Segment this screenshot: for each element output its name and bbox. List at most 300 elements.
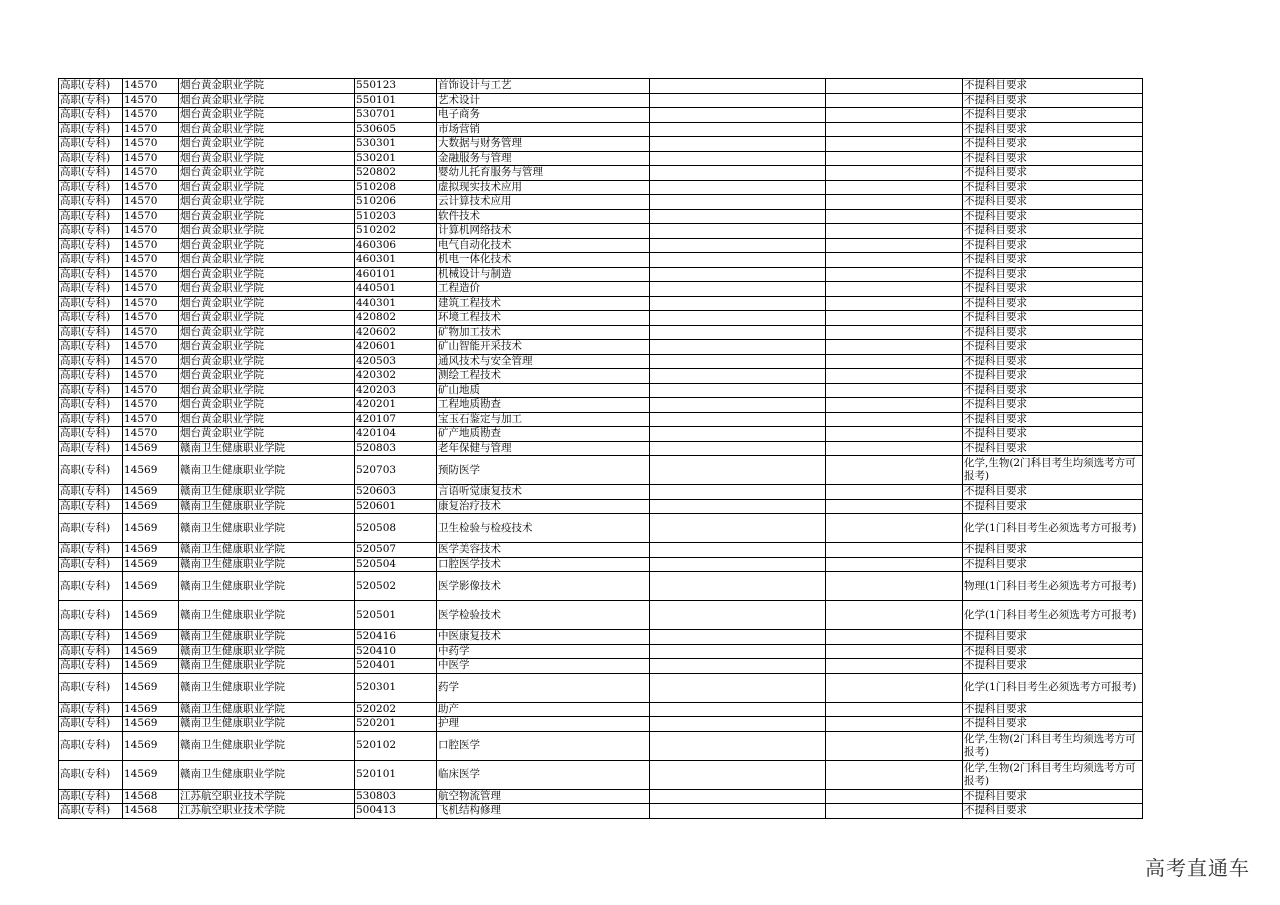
school-code-cell: 14570 [123,122,179,137]
level-cell: 高职(专科) [59,296,123,311]
major-code-cell: 520401 [355,659,437,674]
school-name-cell: 烟台黄金职业学院 [179,137,355,152]
major-code-cell: 520410 [355,644,437,659]
school-name-cell: 烟台黄金职业学院 [179,267,355,282]
school-name-cell: 烟台黄金职业学院 [179,151,355,166]
school-code-cell: 14569 [123,485,179,500]
level-cell: 高职(专科) [59,354,123,369]
level-cell: 高职(专科) [59,108,123,123]
empty-cell [650,456,826,485]
major-code-cell: 520102 [355,731,437,760]
school-name-cell: 烟台黄金职业学院 [179,311,355,326]
level-cell: 高职(专科) [59,398,123,413]
table-body [59,79,1143,819]
level-cell: 高职(专科) [59,644,123,659]
school-code-cell: 14569 [123,659,179,674]
level-cell: 高职(专科) [59,166,123,181]
subject-requirement-cell: 不提科目要求 [963,630,1143,645]
empty-cell [650,441,826,456]
table-row [59,195,1143,210]
major-code-cell: 520504 [355,557,437,572]
level-cell: 高职(专科) [59,383,123,398]
empty-cell [650,224,826,239]
school-code-cell: 14570 [123,224,179,239]
school-name-cell: 赣南卫生健康职业学院 [179,702,355,717]
subject-requirement-cell: 不提科目要求 [963,789,1143,804]
major-code-cell: 500413 [355,804,437,819]
empty-cell [826,325,963,340]
major-code-cell: 420201 [355,398,437,413]
major-name-cell: 矿物加工技术 [437,325,650,340]
school-name-cell: 烟台黄金职业学院 [179,282,355,297]
major-code-cell: 420203 [355,383,437,398]
major-name-cell: 老年保健与管理 [437,441,650,456]
table-row [59,412,1143,427]
school-name-cell: 烟台黄金职业学院 [179,108,355,123]
major-name-cell: 助产 [437,702,650,717]
school-name-cell: 烟台黄金职业学院 [179,412,355,427]
level-cell: 高职(专科) [59,485,123,500]
major-name-cell: 药学 [437,673,650,702]
school-name-cell: 赣南卫生健康职业学院 [179,456,355,485]
table-row [59,789,1143,804]
level-cell: 高职(专科) [59,195,123,210]
major-name-cell: 金融服务与管理 [437,151,650,166]
major-code-cell: 520201 [355,717,437,732]
subject-requirement-cell: 不提科目要求 [963,267,1143,282]
school-code-cell: 14570 [123,209,179,224]
school-name-cell: 赣南卫生健康职业学院 [179,673,355,702]
major-code-cell: 530201 [355,151,437,166]
major-name-cell: 环境工程技术 [437,311,650,326]
school-name-cell: 赣南卫生健康职业学院 [179,644,355,659]
school-code-cell: 14570 [123,398,179,413]
major-name-cell: 建筑工程技术 [437,296,650,311]
school-name-cell: 烟台黄金职业学院 [179,340,355,355]
table-row [59,673,1143,702]
subject-requirement-cell: 化学,生物(2门科目考生均须选考方可报考) [963,760,1143,789]
level-cell: 高职(专科) [59,441,123,456]
empty-cell [650,514,826,543]
empty-cell [650,108,826,123]
school-code-cell: 14569 [123,644,179,659]
level-cell: 高职(专科) [59,311,123,326]
level-cell: 高职(专科) [59,209,123,224]
subject-requirement-cell: 不提科目要求 [963,122,1143,137]
empty-cell [650,282,826,297]
empty-cell [826,79,963,94]
table-row [59,601,1143,630]
major-name-cell: 医学美容技术 [437,543,650,558]
school-name-cell: 烟台黄金职业学院 [179,93,355,108]
school-code-cell: 14568 [123,789,179,804]
empty-cell [826,311,963,326]
empty-cell [650,659,826,674]
empty-cell [650,325,826,340]
empty-cell [826,93,963,108]
empty-cell [826,557,963,572]
school-name-cell: 烟台黄金职业学院 [179,224,355,239]
empty-cell [650,412,826,427]
major-name-cell: 中药学 [437,644,650,659]
empty-cell [650,557,826,572]
school-name-cell: 烟台黄金职业学院 [179,354,355,369]
subject-requirement-cell: 不提科目要求 [963,702,1143,717]
subject-requirement-cell: 不提科目要求 [963,354,1143,369]
school-code-cell: 14570 [123,383,179,398]
level-cell: 高职(专科) [59,731,123,760]
subject-requirement-cell: 化学,生物(2门科目考生均须选考方可报考) [963,456,1143,485]
level-cell: 高职(专科) [59,456,123,485]
subject-requirement-cell: 化学(1门科目考生必须选考方可报考) [963,601,1143,630]
school-code-cell: 14570 [123,180,179,195]
table-row [59,630,1143,645]
major-code-cell: 510208 [355,180,437,195]
table-row [59,253,1143,268]
school-code-cell: 14569 [123,731,179,760]
school-code-cell: 14569 [123,557,179,572]
school-code-cell: 14569 [123,543,179,558]
empty-cell [650,572,826,601]
major-name-cell: 首饰设计与工艺 [437,79,650,94]
level-cell: 高职(专科) [59,93,123,108]
level-cell: 高职(专科) [59,224,123,239]
empty-cell [650,717,826,732]
level-cell: 高职(专科) [59,717,123,732]
table-row [59,717,1143,732]
empty-cell [650,151,826,166]
empty-cell [826,514,963,543]
subject-requirement-cell: 不提科目要求 [963,108,1143,123]
table-row [59,760,1143,789]
subject-requirement-cell: 不提科目要求 [963,398,1143,413]
subject-requirement-cell: 不提科目要求 [963,253,1143,268]
major-name-cell: 卫生检验与检疫技术 [437,514,650,543]
empty-cell [650,93,826,108]
school-code-cell: 14568 [123,804,179,819]
major-name-cell: 预防医学 [437,456,650,485]
major-name-cell: 婴幼儿托育服务与管理 [437,166,650,181]
empty-cell [650,485,826,500]
school-code-cell: 14569 [123,456,179,485]
major-code-cell: 530301 [355,137,437,152]
school-name-cell: 烟台黄金职业学院 [179,296,355,311]
school-code-cell: 14569 [123,601,179,630]
table-row [59,238,1143,253]
table-row [59,557,1143,572]
major-code-cell: 420802 [355,311,437,326]
empty-cell [650,543,826,558]
school-name-cell: 江苏航空职业技术学院 [179,804,355,819]
watermark-text: 高考直通车 [1145,856,1250,880]
subject-requirement-cell: 不提科目要求 [963,340,1143,355]
major-name-cell: 电子商务 [437,108,650,123]
table-row [59,151,1143,166]
major-name-cell: 临床医学 [437,760,650,789]
major-name-cell: 机械设计与制造 [437,267,650,282]
level-cell: 高职(专科) [59,180,123,195]
major-name-cell: 中医学 [437,659,650,674]
major-code-cell: 520202 [355,702,437,717]
table-row [59,325,1143,340]
empty-cell [650,180,826,195]
school-code-cell: 14569 [123,702,179,717]
level-cell: 高职(专科) [59,151,123,166]
school-name-cell: 烟台黄金职业学院 [179,180,355,195]
school-code-cell: 14570 [123,166,179,181]
empty-cell [826,789,963,804]
empty-cell [826,456,963,485]
level-cell: 高职(专科) [59,137,123,152]
major-code-cell: 520802 [355,166,437,181]
empty-cell [650,137,826,152]
level-cell: 高职(专科) [59,514,123,543]
table-row [59,180,1143,195]
table-row [59,659,1143,674]
major-code-cell: 520601 [355,499,437,514]
major-code-cell: 530701 [355,108,437,123]
major-code-cell: 420104 [355,427,437,442]
empty-cell [826,122,963,137]
empty-cell [826,601,963,630]
school-code-cell: 14570 [123,369,179,384]
empty-cell [650,630,826,645]
school-code-cell: 14570 [123,311,179,326]
subject-requirement-cell: 不提科目要求 [963,137,1143,152]
empty-cell [826,224,963,239]
empty-cell [826,383,963,398]
level-cell: 高职(专科) [59,122,123,137]
empty-cell [826,673,963,702]
major-code-cell: 520416 [355,630,437,645]
major-code-cell: 460301 [355,253,437,268]
school-code-cell: 14570 [123,267,179,282]
level-cell: 高职(专科) [59,267,123,282]
subject-requirement-cell: 化学,生物(2门科目考生均须选考方可报考) [963,731,1143,760]
level-cell: 高职(专科) [59,369,123,384]
empty-cell [826,702,963,717]
major-name-cell: 飞机结构修理 [437,804,650,819]
table-row [59,702,1143,717]
empty-cell [650,804,826,819]
subject-requirement-cell: 不提科目要求 [963,166,1143,181]
table-row [59,267,1143,282]
school-name-cell: 烟台黄金职业学院 [179,369,355,384]
subject-requirement-cell: 不提科目要求 [963,325,1143,340]
table-row [59,572,1143,601]
major-name-cell: 工程造价 [437,282,650,297]
subject-requirement-cell: 不提科目要求 [963,296,1143,311]
major-code-cell: 440301 [355,296,437,311]
major-code-cell: 440501 [355,282,437,297]
empty-cell [650,499,826,514]
major-name-cell: 通风技术与安全管理 [437,354,650,369]
empty-cell [826,296,963,311]
major-code-cell: 420302 [355,369,437,384]
major-name-cell: 矿山智能开采技术 [437,340,650,355]
major-name-cell: 艺术设计 [437,93,650,108]
major-code-cell: 510203 [355,209,437,224]
empty-cell [650,311,826,326]
subject-requirement-cell: 不提科目要求 [963,180,1143,195]
table-row [59,514,1143,543]
table-row [59,499,1143,514]
school-code-cell: 14570 [123,137,179,152]
school-name-cell: 烟台黄金职业学院 [179,427,355,442]
empty-cell [826,151,963,166]
school-name-cell: 赣南卫生健康职业学院 [179,601,355,630]
school-code-cell: 14569 [123,572,179,601]
school-name-cell: 赣南卫生健康职业学院 [179,485,355,500]
level-cell: 高职(专科) [59,79,123,94]
empty-cell [650,267,826,282]
major-code-cell: 520508 [355,514,437,543]
empty-cell [650,760,826,789]
major-name-cell: 工程地质勘查 [437,398,650,413]
school-code-cell: 14569 [123,499,179,514]
table-row [59,485,1143,500]
table-row [59,354,1143,369]
empty-cell [826,804,963,819]
school-code-cell: 14569 [123,760,179,789]
empty-cell [650,296,826,311]
major-code-cell: 520101 [355,760,437,789]
empty-cell [650,253,826,268]
empty-cell [826,717,963,732]
empty-cell [650,398,826,413]
school-code-cell: 14570 [123,253,179,268]
level-cell: 高职(专科) [59,601,123,630]
major-code-cell: 530605 [355,122,437,137]
table-row [59,311,1143,326]
table-row [59,731,1143,760]
school-name-cell: 赣南卫生健康职业学院 [179,760,355,789]
subject-requirement-cell: 不提科目要求 [963,195,1143,210]
empty-cell [826,572,963,601]
table-row [59,79,1143,94]
level-cell: 高职(专科) [59,557,123,572]
level-cell: 高职(专科) [59,659,123,674]
empty-cell [650,209,826,224]
level-cell: 高职(专科) [59,412,123,427]
table-row [59,441,1143,456]
major-name-cell: 康复治疗技术 [437,499,650,514]
table-row [59,543,1143,558]
major-code-cell: 460306 [355,238,437,253]
level-cell: 高职(专科) [59,499,123,514]
empty-cell [826,340,963,355]
empty-cell [826,238,963,253]
major-name-cell: 大数据与财务管理 [437,137,650,152]
school-code-cell: 14570 [123,325,179,340]
empty-cell [650,369,826,384]
school-code-cell: 14570 [123,282,179,297]
major-code-cell: 520501 [355,601,437,630]
level-cell: 高职(专科) [59,760,123,789]
level-cell: 高职(专科) [59,804,123,819]
empty-cell [650,731,826,760]
major-code-cell: 520502 [355,572,437,601]
major-code-cell: 420602 [355,325,437,340]
school-name-cell: 烟台黄金职业学院 [179,195,355,210]
school-name-cell: 赣南卫生健康职业学院 [179,630,355,645]
major-name-cell: 矿产地质勘查 [437,427,650,442]
empty-cell [650,166,826,181]
major-code-cell: 420503 [355,354,437,369]
table-row [59,209,1143,224]
level-cell: 高职(专科) [59,282,123,297]
empty-cell [826,108,963,123]
school-code-cell: 14570 [123,427,179,442]
school-name-cell: 赣南卫生健康职业学院 [179,557,355,572]
level-cell: 高职(专科) [59,340,123,355]
subject-requirement-cell: 不提科目要求 [963,804,1143,819]
school-name-cell: 烟台黄金职业学院 [179,122,355,137]
empty-cell [650,702,826,717]
table-row [59,644,1143,659]
school-name-cell: 江苏航空职业技术学院 [179,789,355,804]
subject-requirement-cell: 不提科目要求 [963,659,1143,674]
major-name-cell: 软件技术 [437,209,650,224]
major-code-cell: 420107 [355,412,437,427]
major-name-cell: 口腔医学技术 [437,557,650,572]
empty-cell [826,630,963,645]
major-name-cell: 矿山地质 [437,383,650,398]
table-row [59,122,1143,137]
school-code-cell: 14570 [123,108,179,123]
table-row [59,282,1143,297]
level-cell: 高职(专科) [59,543,123,558]
major-code-cell: 520603 [355,485,437,500]
empty-cell [826,209,963,224]
subject-requirement-cell: 不提科目要求 [963,282,1143,297]
table-row [59,224,1143,239]
empty-cell [826,543,963,558]
empty-cell [826,195,963,210]
school-name-cell: 赣南卫生健康职业学院 [179,514,355,543]
empty-cell [826,354,963,369]
subject-requirement-cell: 不提科目要求 [963,412,1143,427]
table-row [59,427,1143,442]
school-name-cell: 赣南卫生健康职业学院 [179,731,355,760]
school-code-cell: 14570 [123,354,179,369]
empty-cell [826,485,963,500]
major-name-cell: 云计算技术应用 [437,195,650,210]
school-name-cell: 烟台黄金职业学院 [179,398,355,413]
subject-requirement-cell: 不提科目要求 [963,79,1143,94]
major-code-cell: 520301 [355,673,437,702]
empty-cell [650,79,826,94]
level-cell: 高职(专科) [59,630,123,645]
empty-cell [826,760,963,789]
empty-cell [826,282,963,297]
major-code-cell: 460101 [355,267,437,282]
empty-cell [650,122,826,137]
school-code-cell: 14570 [123,340,179,355]
table-row [59,398,1143,413]
school-name-cell: 烟台黄金职业学院 [179,238,355,253]
school-name-cell: 赣南卫生健康职业学院 [179,543,355,558]
subject-requirement-cell: 不提科目要求 [963,441,1143,456]
major-code-cell: 550123 [355,79,437,94]
major-name-cell: 市场营销 [437,122,650,137]
school-name-cell: 烟台黄金职业学院 [179,325,355,340]
subject-requirement-cell: 不提科目要求 [963,717,1143,732]
school-name-cell: 烟台黄金职业学院 [179,79,355,94]
subject-requirement-cell: 不提科目要求 [963,427,1143,442]
school-name-cell: 赣南卫生健康职业学院 [179,717,355,732]
empty-cell [826,166,963,181]
